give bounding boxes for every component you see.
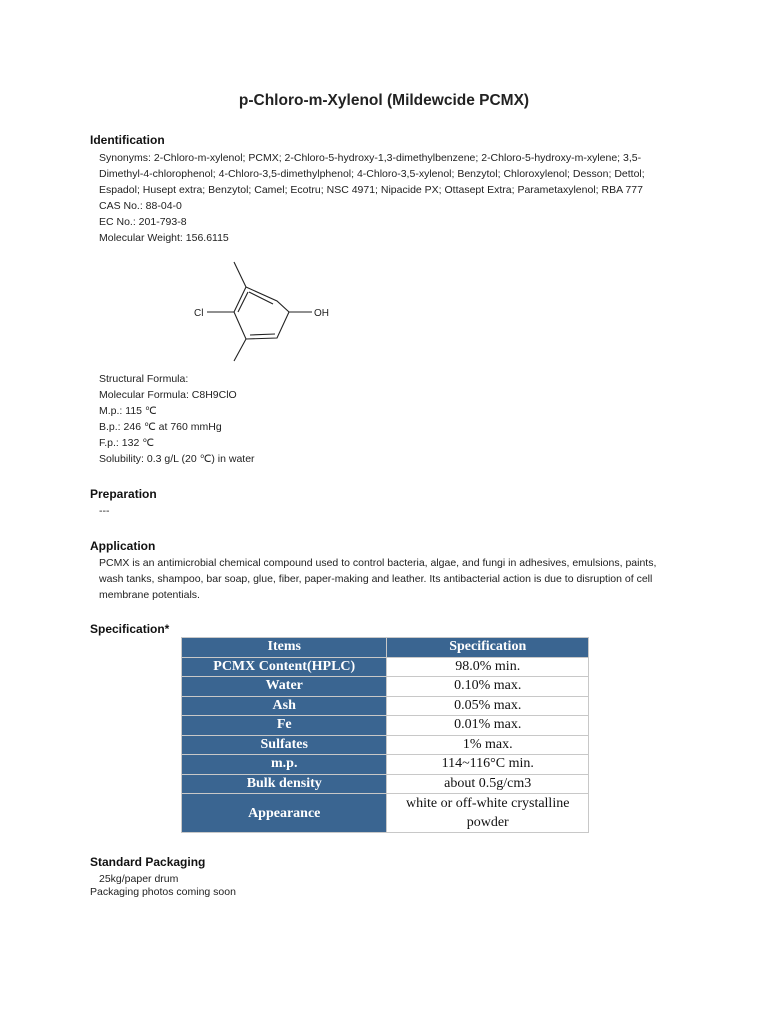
structural-formula: Structural Formula: bbox=[99, 373, 189, 385]
preparation-heading: Preparation bbox=[90, 487, 157, 501]
table-row bbox=[182, 755, 589, 775]
cas-number: CAS No.: 88-04-0 bbox=[99, 200, 182, 212]
specification-column-header: Specification bbox=[387, 638, 589, 658]
packaging-item: 25kg/paper drum bbox=[99, 873, 179, 885]
page-title: p-Chloro-m-Xylenol (Mildewcide PCMX) bbox=[238, 92, 530, 109]
packaging-note: Packaging photos coming soon bbox=[90, 886, 236, 898]
row-item: m.p. bbox=[182, 755, 387, 775]
row-value: 114~116°C min. bbox=[387, 755, 589, 775]
row-item: PCMX Content(HPLC) bbox=[182, 657, 387, 677]
application-heading: Application bbox=[90, 539, 156, 553]
melting-point: M.p.: 115 ℃ bbox=[99, 405, 157, 417]
row-value: 0.01% max. bbox=[387, 716, 589, 736]
table-row bbox=[182, 677, 589, 697]
row-value: 0.05% max. bbox=[387, 696, 589, 716]
preparation-text: --- bbox=[99, 505, 110, 517]
table-row bbox=[182, 696, 589, 716]
hydroxyl-label: OH bbox=[314, 308, 329, 319]
ec-number: EC No.: 201-793-8 bbox=[99, 216, 187, 228]
row-item: Bulk density bbox=[182, 774, 387, 794]
table-row bbox=[182, 716, 589, 736]
row-value: 1% max. bbox=[387, 735, 589, 755]
flash-point: F.p.: 132 ℃ bbox=[99, 437, 154, 449]
specification-heading: Specification* bbox=[90, 622, 170, 636]
synonyms-line-3: Espadol; Husept extra; Benzytol; Camel; Ecotru; NSC 4971; Nipacide PX; Ottasept Extra; Parametaxylenol; RBA 777 bbox=[99, 184, 643, 196]
row-item: Fe bbox=[182, 716, 387, 736]
synonyms-line-2: Dimethyl-4-chlorophenol; 4-Chloro-3,5-dimethylphenol; 4-Chloro-3,5-xylenol; Benzytol; Chloroxylenol; Desson; Dettol; bbox=[99, 168, 645, 180]
table-row bbox=[182, 794, 589, 833]
row-item: Water bbox=[182, 677, 387, 697]
specification-table bbox=[181, 637, 589, 833]
table-row bbox=[182, 735, 589, 755]
application-line-2: wash tanks, shampoo, bar soap, glue, fiber, paper-making and leather. Its antibacterial action is due to disruption of cell bbox=[99, 573, 653, 585]
table-header-row bbox=[182, 638, 589, 658]
row-item: Appearance bbox=[182, 794, 387, 833]
row-value: about 0.5g/cm3 bbox=[387, 774, 589, 794]
row-item: Ash bbox=[182, 696, 387, 716]
table-row bbox=[182, 774, 589, 794]
structure-diagram bbox=[180, 255, 360, 370]
chlorine-label: Cl bbox=[194, 308, 204, 319]
items-column-header: Items bbox=[182, 638, 387, 658]
packaging-heading: Standard Packaging bbox=[90, 855, 206, 869]
table-row bbox=[182, 657, 589, 677]
solubility: Solubility: 0.3 g/L (20 ℃) in water bbox=[99, 453, 255, 465]
row-value: 0.10% max. bbox=[387, 677, 589, 697]
synonyms-line-1: Synonyms: 2-Chloro-m-xylenol; PCMX; 2-Chloro-5-hydroxy-1,3-dimethylbenzene; 2-Chloro-5-hydroxy-m-xylene; 3,5- bbox=[99, 152, 642, 164]
application-line-1: PCMX is an antimicrobial chemical compound used to control bacteria, algae, and fungi in adhesives, emulsions, paints, bbox=[99, 557, 657, 569]
molecular-weight: Molecular Weight: 156.6115 bbox=[99, 232, 229, 244]
molecular-formula: Molecular Formula: C8H9ClO bbox=[99, 389, 237, 401]
application-line-3: membrane potentials. bbox=[99, 589, 200, 601]
row-item: Sulfates bbox=[182, 735, 387, 755]
identification-heading: Identification bbox=[90, 133, 165, 147]
boiling-point: B.p.: 246 ℃ at 760 mmHg bbox=[99, 421, 222, 433]
row-value: 98.0% min. bbox=[387, 657, 589, 677]
row-value: white or off-white crystalline powder bbox=[387, 794, 589, 833]
